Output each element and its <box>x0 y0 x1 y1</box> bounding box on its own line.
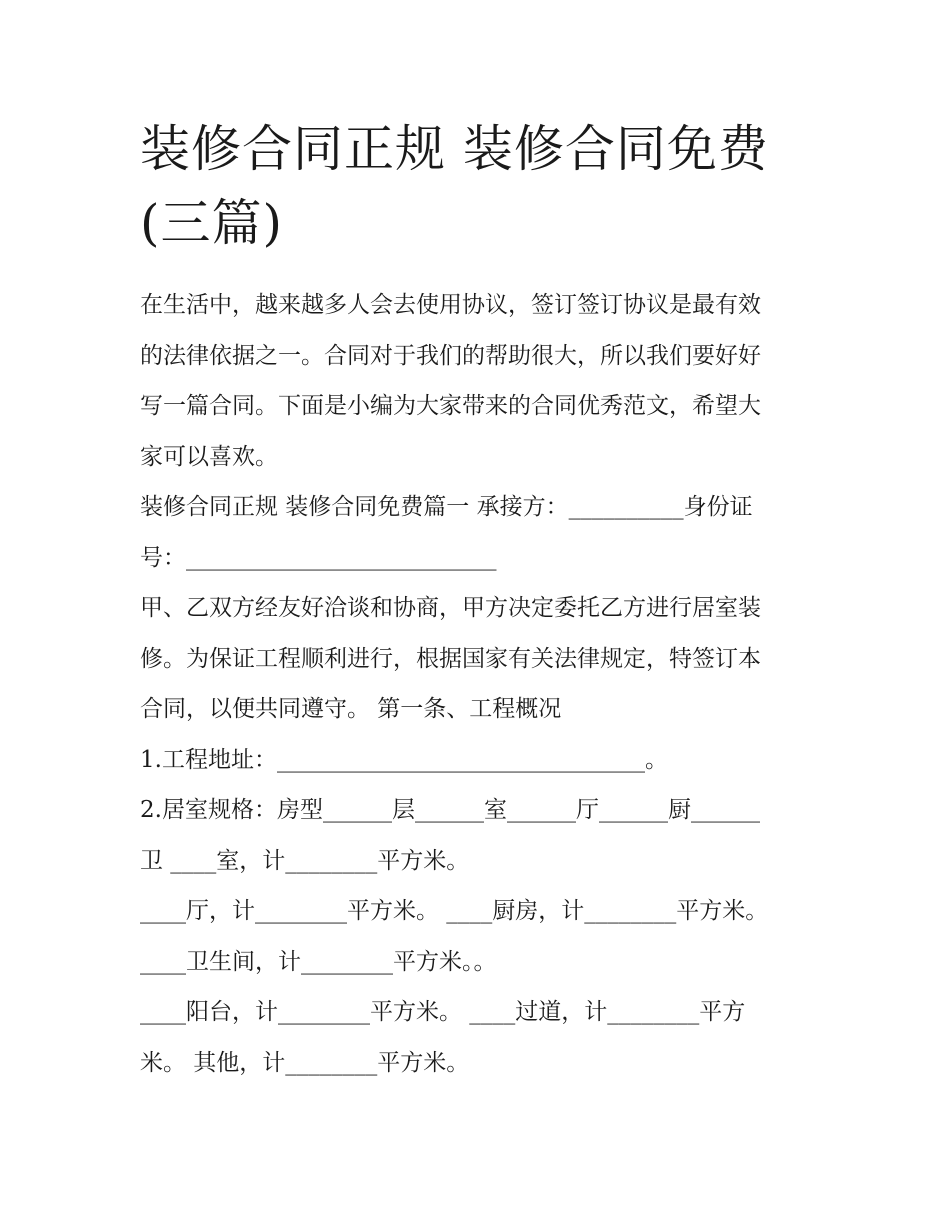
document-body <box>140 280 820 1088</box>
text-line: 号：___________________________ <box>140 544 497 571</box>
text-line: 合同，以便共同遵守。 第一条、工程概况 <box>140 696 562 722</box>
text-line: 装修合同正规 装修合同免费篇一 承接方：__________身份证 <box>140 494 753 520</box>
text-line: 甲、乙双方经友好洽谈和协商，甲方决定委托乙方进行居室装 <box>140 595 761 621</box>
project-address-item <box>140 735 820 786</box>
text-line: 家可以喜欢。 <box>140 443 278 470</box>
title-line: (三篇) <box>140 194 284 252</box>
intro-paragraph <box>140 280 820 482</box>
title-line: 装修合同正规 装修合同免费 <box>140 120 769 178</box>
other-area-paragraph <box>140 987 820 1088</box>
room-area-paragraph <box>140 886 820 987</box>
text-line: 写一篇合同。下面是小编为大家带来的合同优秀范文，希望大 <box>140 393 761 419</box>
document-title <box>140 112 820 260</box>
agreement-paragraph <box>140 583 820 735</box>
document-page <box>140 112 820 1088</box>
text-line: 2.居室规格：房型______层______室______厅______厨______ <box>140 797 760 823</box>
room-spec-item <box>140 785 820 886</box>
text-line: 的法律依据之一。合同对于我们的帮助很大，所以我们要好好 <box>140 342 761 369</box>
text-line: 卫 ____室，计________平方米。 <box>140 847 470 874</box>
text-line: ____阳台，计________平方米。 ____过道，计________平方 <box>140 999 746 1025</box>
section-heading-paragraph <box>140 482 820 583</box>
text-line: 米。 其他，计________平方米。 <box>140 1049 470 1076</box>
text-line: ____卫生间，计________平方米。。 <box>140 948 497 975</box>
text-line: 修。为保证工程顺利进行，根据国家有关法律规定，特签订本 <box>140 645 761 672</box>
text-line: ____厅，计________平方米。 ____厨房，计________平方米。 <box>140 898 769 924</box>
text-line: 在生活中，越来越多人会去使用协议，签订签订协议是最有效 <box>140 292 761 318</box>
text-line: 1.工程地址：________________________________。 <box>140 746 668 773</box>
